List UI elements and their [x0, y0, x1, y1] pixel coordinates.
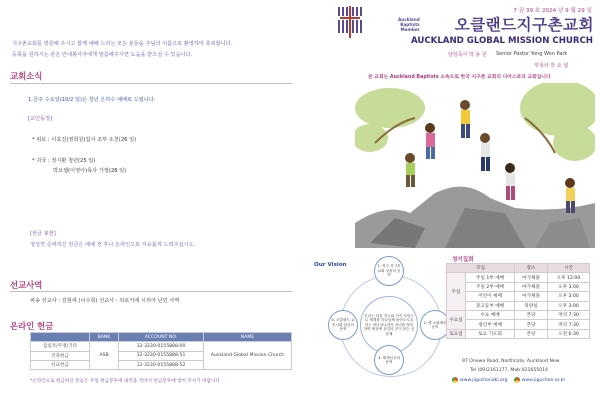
bank-header-bank: BANK: [90, 333, 119, 342]
bank-account-name: Auckland Global Mission Church: [204, 342, 292, 370]
schedule-name: 주일 2부 예배: [466, 282, 515, 291]
web-link-1[interactable]: www.jiguchonakl.org: [460, 377, 508, 383]
schedule-name: 청년부 예배: [466, 320, 515, 329]
news-item-1: 1.금주 수요일(10/2 일)은 청년 은하수 예배로 드립니다.: [28, 97, 156, 103]
schedule-place: 마가체플: [515, 282, 548, 291]
schedule-header-meeting: 모임: [447, 264, 515, 273]
news-return: * 귀국 : 정시환 청년(25 일): [32, 158, 96, 164]
news-divider: [10, 83, 292, 84]
bank-row-type: 십일조/주정/기타: [31, 342, 90, 351]
vision-node-2: 2. 생 교회에의 동역: [420, 310, 450, 340]
news-offering: 정성껏 준비하신 헌금은 예배 전 후나 온라인으로 자유롭게 드려주십시오.: [30, 242, 196, 248]
bank-row-type: 건축헌금: [31, 351, 90, 360]
schedule-time: 오후 3:00: [547, 292, 589, 301]
baptist-label: [398, 17, 420, 32]
schedule-name: 주일 1부 예배: [466, 273, 515, 282]
schedule-time: 오후 3:00: [547, 301, 589, 310]
church-name-kr: 오클랜드지구촌교회: [454, 16, 594, 34]
right-page: [300, 0, 600, 406]
schedule-time: 오후 12:00: [547, 273, 589, 282]
phone: Tel (09)2161177, Mob:021655014: [470, 368, 548, 373]
schedule-time: 오후 3:00: [547, 282, 589, 291]
bank-header-name: NAME: [204, 333, 292, 342]
web-links: [452, 377, 565, 383]
schedule-header: [447, 264, 590, 273]
table-row: [447, 310, 590, 319]
vision-node-4: 4. 오클랜드 교민사회 섬김의 동역: [328, 310, 358, 340]
bank-table-header: [31, 333, 292, 342]
vision-node-1: 1. 영국 지구촌교회 성장의 동역: [374, 256, 404, 286]
bank-header-account: ACCOUNT NO.: [119, 333, 204, 342]
baptist-note: 본 교회는 Auckland Baptists 소속으로 한국 지구촌 교회의 디아스포라 교회입니다: [368, 75, 551, 80]
schedule-name: 중고등부 예배: [466, 301, 515, 310]
baptist-logo: [335, 6, 365, 38]
table-row: [447, 320, 590, 329]
schedule-group: 주일: [447, 273, 466, 311]
bank-row-account: 12-3230-0155888-52: [119, 360, 204, 369]
schedule-name: 토요 기도회: [466, 329, 515, 338]
bank-table: [30, 332, 292, 370]
browser-icon: [514, 377, 520, 383]
bank-row-type: 선교헌금: [31, 360, 90, 369]
logo-text-3: Member: [400, 27, 420, 32]
schedule-place: 본당: [515, 320, 548, 329]
vision-node-3: 3. 세계선교의 동역: [374, 345, 404, 375]
schedule-name: 수요 예배: [466, 310, 515, 319]
senior-pastor-en: Senior Pastor Yong Won Park: [496, 51, 568, 57]
associate-pastor: 부목사 박 요 셉: [534, 63, 568, 69]
news-tag-status: [교인동정]: [28, 116, 53, 122]
table-row: [31, 342, 292, 351]
schedule-time: 저녁 7:30: [547, 310, 589, 319]
vision-center: 우리는 복음 전도와 지속 사랑으로 세계를 하나님께 돌아오도록 하는 하나님나라의 리더를 양육하여 세상에 섬김의 본이 되는 공동체: [360, 296, 418, 354]
schedule-header-place: 장소: [515, 264, 548, 273]
news-title: 교회소식: [10, 71, 43, 81]
table-row: [447, 292, 590, 301]
greeting-line-2: 등록을 원하시는 분은 안내봉사자에게 말씀해주시면 도움을 받으실 수 있습니다.: [12, 52, 193, 58]
cross-logo-icon: [335, 6, 365, 38]
bank-header-type: [31, 333, 90, 342]
news-comfort: * 위로 : 이효진(권희원)집사 조부 소천(26 일): [32, 137, 137, 143]
schedule-place: 본당: [515, 310, 548, 319]
schedule-title: 정기집회: [452, 257, 474, 263]
logo-text-2: Baptists: [400, 22, 420, 27]
news-return-2: 박요셉(이영아)목사 가정(28 일): [53, 168, 127, 174]
schedule-time: 오전 6:30: [547, 329, 589, 338]
vision-title: Our Vision: [314, 262, 347, 268]
mission-text: 파송 선교사 : 김현세 (이수희) 선교사 : 뒤로키에 시리아 난민 사역: [30, 298, 180, 304]
logo-text-1: Auckland: [398, 17, 420, 22]
mission-title: 선교사역: [10, 280, 43, 290]
table-row: [447, 282, 590, 291]
schedule-group: 수요일: [447, 310, 466, 329]
mission-divider: [10, 291, 292, 292]
schedule-name: 어린이 예배: [466, 292, 515, 301]
schedule-place: 마가체플: [515, 273, 548, 282]
online-offering-title: 온라인 헌금: [10, 321, 54, 331]
bank-row-account: 12-3230-0155888-00: [119, 342, 204, 351]
schedule-place: 마가체플: [515, 292, 548, 301]
schedule-time: 저녁 7:30: [547, 320, 589, 329]
issue-date: 7 권 39 호 2024 년 9 월 29 일: [513, 8, 592, 14]
table-row: [447, 301, 590, 310]
offering-note: *온라인으로 헌금하신 분들은 주일 헌금봉투에 내역을 적어서 헌금봉투에 넣어 주시기 바랍니다: [30, 379, 220, 384]
table-row: [447, 273, 590, 282]
browser-icon: [452, 377, 458, 383]
news-tag-offering: [헌금 봉헌]: [30, 231, 56, 237]
senior-pastor: 담임목사 박 용 원: [448, 52, 487, 58]
table-row: [447, 329, 590, 338]
schedule-table: [446, 263, 590, 339]
schedule-place: 목양실: [515, 301, 548, 310]
schedule-place: 본당: [515, 329, 548, 338]
address: 97 Onewa Road, Northcote, Auckland New: [462, 359, 560, 364]
bank-name: ASB: [90, 342, 119, 370]
climbing-illustration: [355, 83, 595, 248]
greeting-line-1: 지구촌교회를 방문해 주시고 함께 예배 드리는 모든 분들을 주님의 이름으로 환영하며 축복합니다.: [12, 41, 233, 47]
church-name-en: AUCKLAND GLOBAL MISSION CHURCH: [411, 36, 593, 46]
schedule-group: 토요일: [447, 329, 466, 338]
web-link-2[interactable]: www.jiguchon.or.kr: [521, 377, 566, 383]
bank-row-account: 12-3230-0155888-51: [119, 351, 204, 360]
schedule-header-time: 시간: [547, 264, 589, 273]
